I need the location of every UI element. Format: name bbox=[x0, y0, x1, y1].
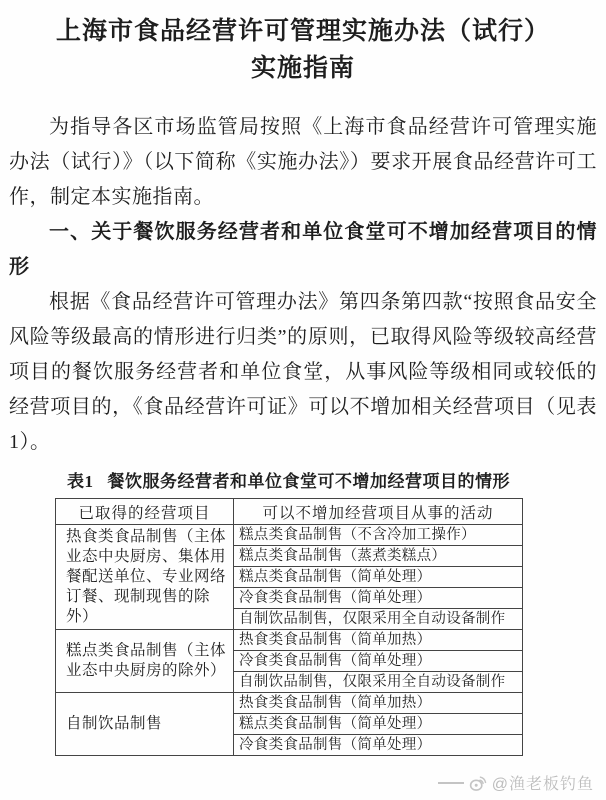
acquired-item-cell: 糕点类食品制售（主体业态中央厨房的除外） bbox=[56, 630, 234, 693]
activity-cell: 热食类食品制售（简单加热） bbox=[234, 630, 523, 651]
table-row bbox=[56, 630, 523, 651]
section-heading: 一、关于餐饮服务经营者和单位食堂可不增加经营项目的情形 bbox=[9, 221, 597, 278]
table-caption-label: 表1 bbox=[67, 472, 94, 491]
activity-cell: 冷食类食品制售（简单处理） bbox=[234, 651, 523, 672]
acquired-item-cell: 热食类食品制售（主体业态中央厨房、集体用餐配送单位、专业网络订餐、现制现售的除外） bbox=[56, 525, 234, 630]
document-title-line2: 实施指南 bbox=[250, 55, 355, 82]
acquired-item-cell: 自制饮品制售 bbox=[56, 693, 234, 756]
header-acquired-items: 已取得的经营项目 bbox=[56, 499, 234, 525]
activity-cell: 糕点类食品制售（蒸煮类糕点） bbox=[234, 546, 523, 567]
permit-rules-table bbox=[55, 498, 523, 756]
activity-cell: 热食类食品制售（简单加热） bbox=[234, 693, 523, 714]
document-title bbox=[9, 13, 597, 87]
activity-cell: 自制饮品制售，仅限采用全自动设备制作 bbox=[234, 672, 523, 693]
weibo-logo-icon bbox=[468, 773, 488, 793]
table-row bbox=[56, 693, 523, 714]
activity-cell: 糕点类食品制售（简单处理） bbox=[234, 567, 523, 588]
table-row bbox=[56, 525, 523, 546]
header-allowed-activities: 可以不增加经营项目从事的活动 bbox=[234, 499, 523, 525]
table-header-row bbox=[56, 499, 523, 525]
weibo-watermark bbox=[438, 771, 594, 794]
activity-cell: 冷食类食品制售（简单处理） bbox=[234, 588, 523, 609]
activity-cell: 糕点类食品制售（不含冷加工操作） bbox=[234, 525, 523, 546]
table-body bbox=[56, 525, 523, 756]
rule-paragraph: 根据《食品经营许可管理办法》第四条第四款“按照食品安全风险等级最高的情形进行归类”的原则，已取得风险等级较高经营项目的餐饮服务经营者和单位食堂，从事风险等级相同或较低的经营项目的，《食品经营许可证》可以不增加相关经营项目（见表1）。 bbox=[9, 291, 597, 453]
activity-cell: 糕点类食品制售（简单处理） bbox=[234, 714, 523, 735]
table-caption bbox=[55, 467, 522, 492]
table-caption-text: 餐饮服务经营者和单位食堂可不增加经营项目的情形 bbox=[107, 472, 510, 491]
watermark-dash bbox=[438, 782, 464, 784]
watermark-handle: @渔老板钓鱼 bbox=[491, 776, 594, 793]
document-title-line1: 上海市食品经营许可管理实施办法（试行） bbox=[55, 18, 550, 45]
activity-cell: 冷食类食品制售（简单处理） bbox=[234, 735, 523, 756]
activity-cell: 自制饮品制售，仅限采用全自动设备制作 bbox=[234, 609, 523, 630]
table-section bbox=[55, 467, 522, 756]
intro-paragraph: 为指导各区市场监管局按照《上海市食品经营许可管理实施办法（试行）》（以下简称《实施办法》）要求开展食品经营许可工作，制定本实施指南。 bbox=[9, 116, 597, 208]
